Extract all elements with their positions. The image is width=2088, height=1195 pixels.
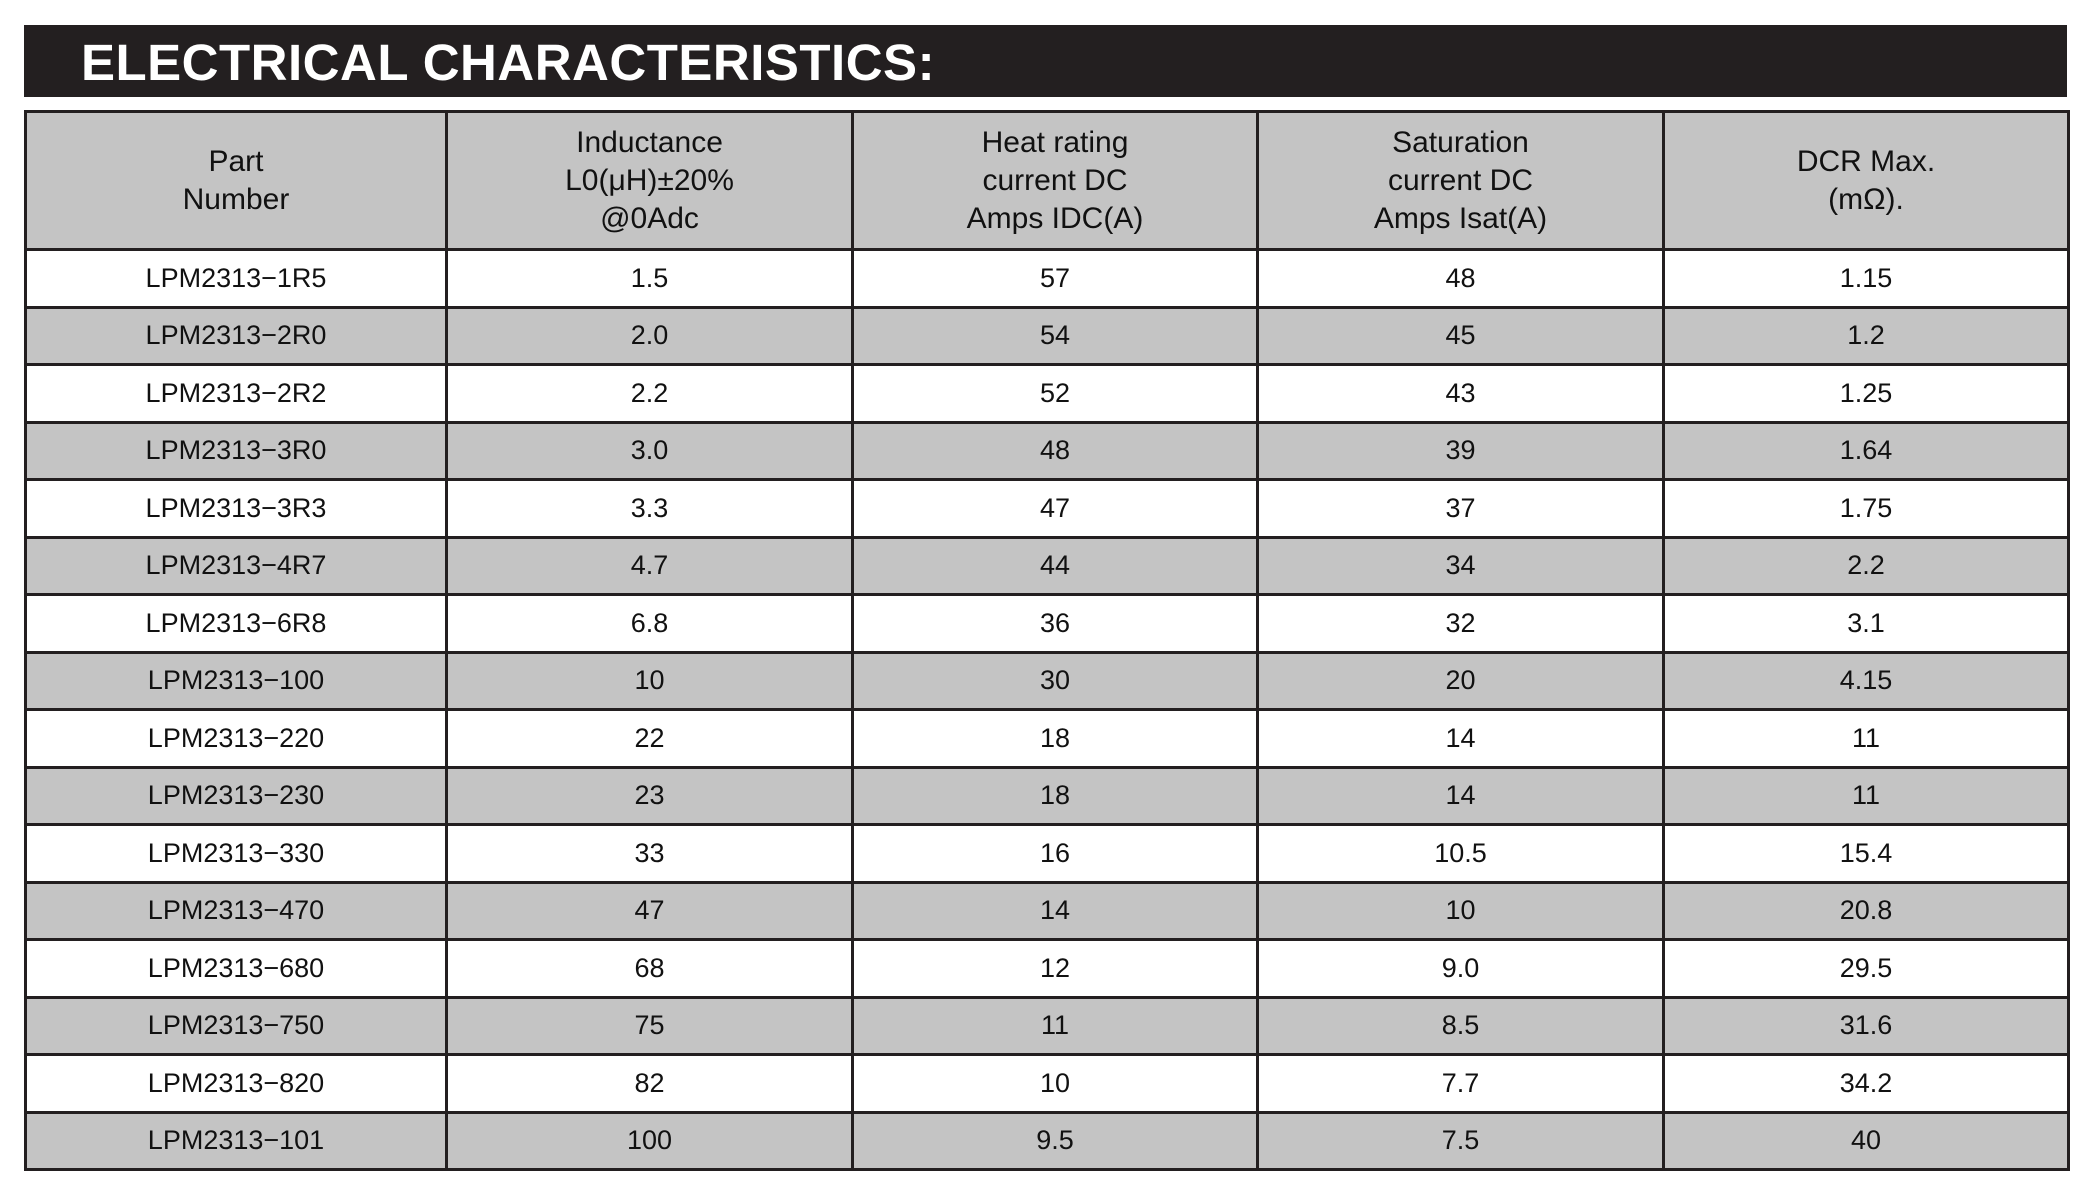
heat-rating-cell: 16 (853, 825, 1258, 883)
section-title-bar (24, 25, 2067, 97)
part-number-cell: LPM2313−6R8 (26, 595, 447, 653)
table-row (26, 595, 2069, 653)
dcr-cell: 15.4 (1664, 825, 2069, 883)
table-row (26, 307, 2069, 365)
saturation-cell: 45 (1258, 307, 1664, 365)
column-header-line: Number (182, 182, 290, 216)
heat-rating-cell: 57 (853, 250, 1258, 308)
column-header-line: Amps IDC(A) (966, 201, 1144, 235)
part-number-cell: LPM2313−750 (26, 997, 447, 1055)
electrical-characteristics-table (24, 110, 2070, 1171)
table-row (26, 365, 2069, 423)
saturation-cell: 14 (1258, 767, 1664, 825)
header-dcr-max (1664, 112, 2069, 250)
part-number-cell: LPM2313−680 (26, 940, 447, 998)
heat-rating-cell: 44 (853, 537, 1258, 595)
part-number-cell: LPM2313−3R0 (26, 422, 447, 480)
column-header-line: Amps Isat(A) (1373, 201, 1548, 235)
header-row (26, 112, 2069, 250)
dcr-cell: 11 (1664, 767, 2069, 825)
column-header-line: current DC (982, 163, 1128, 197)
inductance-cell: 22 (447, 710, 853, 768)
heat-rating-cell: 11 (853, 997, 1258, 1055)
saturation-cell: 9.0 (1258, 940, 1664, 998)
part-number-cell: LPM2313−1R5 (26, 250, 447, 308)
dcr-cell: 1.64 (1664, 422, 2069, 480)
dcr-cell: 1.25 (1664, 365, 2069, 423)
dcr-cell: 4.15 (1664, 652, 2069, 710)
part-number-cell: LPM2313−4R7 (26, 537, 447, 595)
dcr-cell: 2.2 (1664, 537, 2069, 595)
header-part-number (26, 112, 447, 250)
table-row (26, 652, 2069, 710)
table-row (26, 1112, 2069, 1170)
part-number-cell: LPM2313−2R0 (26, 307, 447, 365)
column-header-line: @0Adc (600, 201, 699, 235)
saturation-cell: 43 (1258, 365, 1664, 423)
dcr-cell: 20.8 (1664, 882, 2069, 940)
saturation-cell: 34 (1258, 537, 1664, 595)
heat-rating-cell: 12 (853, 940, 1258, 998)
saturation-cell: 32 (1258, 595, 1664, 653)
dcr-cell: 40 (1664, 1112, 2069, 1170)
header-inductance (447, 112, 853, 250)
dcr-cell: 29.5 (1664, 940, 2069, 998)
dcr-cell: 31.6 (1664, 997, 2069, 1055)
part-number-cell: LPM2313−330 (26, 825, 447, 883)
table-row (26, 710, 2069, 768)
inductance-cell: 75 (447, 997, 853, 1055)
heat-rating-cell: 18 (853, 710, 1258, 768)
dcr-cell: 34.2 (1664, 1055, 2069, 1113)
heat-rating-cell: 36 (853, 595, 1258, 653)
saturation-cell: 10.5 (1258, 825, 1664, 883)
column-header-line: Saturation (1392, 125, 1529, 159)
part-number-cell: LPM2313−470 (26, 882, 447, 940)
inductance-cell: 82 (447, 1055, 853, 1113)
saturation-cell: 14 (1258, 710, 1664, 768)
heat-rating-cell: 52 (853, 365, 1258, 423)
column-header-line: current DC (1387, 163, 1534, 197)
dcr-cell: 1.75 (1664, 480, 2069, 538)
heat-rating-cell: 30 (853, 652, 1258, 710)
dcr-cell: 1.15 (1664, 250, 2069, 308)
saturation-cell: 7.5 (1258, 1112, 1664, 1170)
inductance-cell: 47 (447, 882, 853, 940)
heat-rating-cell: 47 (853, 480, 1258, 538)
inductance-cell: 4.7 (447, 537, 853, 595)
heat-rating-cell: 48 (853, 422, 1258, 480)
table-row (26, 767, 2069, 825)
saturation-cell: 10 (1258, 882, 1664, 940)
table-row (26, 480, 2069, 538)
heat-rating-cell: 14 (853, 882, 1258, 940)
part-number-cell: LPM2313−101 (26, 1112, 447, 1170)
saturation-cell: 8.5 (1258, 997, 1664, 1055)
header-saturation-current (1258, 112, 1664, 250)
inductance-cell: 3.3 (447, 480, 853, 538)
saturation-cell: 48 (1258, 250, 1664, 308)
table-row (26, 422, 2069, 480)
column-header-line: (mΩ). (1828, 182, 1904, 216)
table-row (26, 825, 2069, 883)
column-header-line: L0(μH)±20% (565, 163, 734, 197)
part-number-cell: LPM2313−230 (26, 767, 447, 825)
column-header-line: Heat rating (981, 125, 1129, 159)
inductance-cell: 68 (447, 940, 853, 998)
inductance-cell: 1.5 (447, 250, 853, 308)
saturation-cell: 37 (1258, 480, 1664, 538)
dcr-cell: 1.2 (1664, 307, 2069, 365)
dcr-cell: 11 (1664, 710, 2069, 768)
heat-rating-cell: 54 (853, 307, 1258, 365)
column-header-line: Inductance (576, 125, 723, 159)
saturation-cell: 7.7 (1258, 1055, 1664, 1113)
part-number-cell: LPM2313−820 (26, 1055, 447, 1113)
section-title: ELECTRICAL CHARACTERISTICS: (81, 34, 936, 91)
header-heat-rating-current (853, 112, 1258, 250)
inductance-cell: 6.8 (447, 595, 853, 653)
part-number-cell: LPM2313−100 (26, 652, 447, 710)
table-body (26, 250, 2069, 1170)
dcr-cell: 3.1 (1664, 595, 2069, 653)
saturation-cell: 20 (1258, 652, 1664, 710)
inductance-cell: 10 (447, 652, 853, 710)
part-number-cell: LPM2313−220 (26, 710, 447, 768)
inductance-cell: 2.2 (447, 365, 853, 423)
inductance-cell: 33 (447, 825, 853, 883)
column-header-line: Part (208, 144, 264, 178)
table-row (26, 537, 2069, 595)
inductance-cell: 3.0 (447, 422, 853, 480)
table-header (26, 112, 2069, 250)
column-header-line: DCR Max. (1796, 144, 1936, 178)
part-number-cell: LPM2313−2R2 (26, 365, 447, 423)
inductance-cell: 2.0 (447, 307, 853, 365)
part-number-cell: LPM2313−3R3 (26, 480, 447, 538)
heat-rating-cell: 9.5 (853, 1112, 1258, 1170)
table-row (26, 250, 2069, 308)
inductance-cell: 100 (447, 1112, 853, 1170)
heat-rating-cell: 10 (853, 1055, 1258, 1113)
table-row (26, 882, 2069, 940)
inductance-cell: 23 (447, 767, 853, 825)
saturation-cell: 39 (1258, 422, 1664, 480)
table-row (26, 940, 2069, 998)
heat-rating-cell: 18 (853, 767, 1258, 825)
table-row (26, 997, 2069, 1055)
table-row (26, 1055, 2069, 1113)
